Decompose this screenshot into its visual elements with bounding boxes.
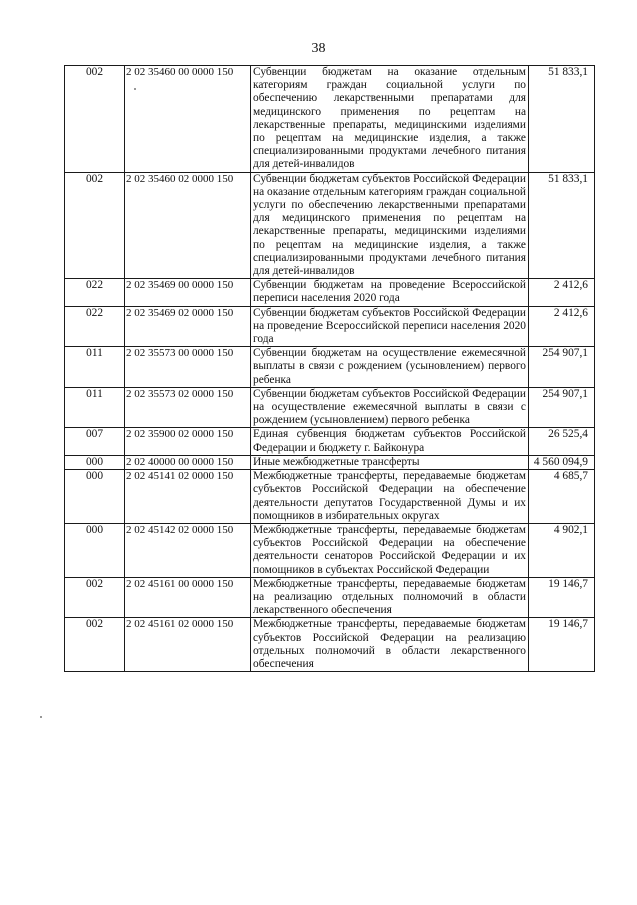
table-row [65,618,595,672]
budget-classification-code-cell: 2 02 35460 00 0000 150 [125,66,251,173]
budget-classification-code-cell: 2 02 45161 02 0000 150 [125,618,251,672]
admin-code-cell: 000 [65,455,125,469]
budget-classification-code-cell: 2 02 45141 02 0000 150 [125,470,251,524]
revenue-name-cell: Субвенции бюджетам на проведение Всероссийской переписи населения 2020 года [251,279,529,306]
revenue-name-cell: Субвенции бюджетам субъектов Российской Федерации на осуществление ежемесячной выплаты в связи с рождением (усыновлением) первого ребенка [251,387,529,428]
table-row [65,279,595,306]
table-row [65,306,595,347]
revenue-name-cell: Межбюджетные трансферты, передаваемые бюджетам субъектов Российской Федерации на обеспечение деятельности депутатов Государственной Думы и их помощников в избирательных округах [251,470,529,524]
admin-code-cell: 000 [65,523,125,577]
admin-code-cell: 002 [65,618,125,672]
budget-classification-code-cell: 2 02 45161 00 0000 150 [125,577,251,618]
amount-cell: 2 412,6 [529,279,595,306]
budget-classification-code-cell: 2 02 45142 02 0000 150 [125,523,251,577]
budget-classification-code-cell: 2 02 35900 02 0000 150 [125,428,251,455]
admin-code-cell: 007 [65,428,125,455]
table-row [65,387,595,428]
scan-speck [40,716,42,718]
page-number: 38 [311,41,326,56]
amount-cell: 254 907,1 [529,387,595,428]
amount-cell: 4 685,7 [529,470,595,524]
budget-classification-code-cell: 2 02 40000 00 0000 150 [125,455,251,469]
revenue-name-cell: Межбюджетные трансферты, передаваемые бюджетам субъектов Российской Федерации на реализацию отдельных полномочий в области лекарственного обеспечения [251,618,529,672]
amount-cell: 51 833,1 [529,172,595,279]
admin-code-cell: 002 [65,172,125,279]
amount-cell: 2 412,6 [529,306,595,347]
amount-cell: 26 525,4 [529,428,595,455]
revenue-name-cell: Межбюджетные трансферты, передаваемые бюджетам на реализацию отдельных полномочий в области лекарственного обеспечения [251,577,529,618]
budget-revenue-table [64,65,595,672]
table-row [65,172,595,279]
table-row [65,66,595,173]
budget-classification-code-cell: 2 02 35573 00 0000 150 [125,347,251,388]
budget-classification-code-cell: 2 02 35469 02 0000 150 [125,306,251,347]
amount-cell: 19 146,7 [529,577,595,618]
revenue-name-cell: Субвенции бюджетам на осуществление ежемесячной выплаты в связи с рождением (усыновлением) первого ребенка [251,347,529,388]
amount-cell: 19 146,7 [529,618,595,672]
revenue-name-cell: Иные межбюджетные трансферты [251,455,529,469]
table-row [65,455,595,469]
budget-classification-code-cell: 2 02 35460 02 0000 150 [125,172,251,279]
revenue-name-cell: Субвенции бюджетам субъектов Российской Федерации на проведение Всероссийской переписи населения 2020 года [251,306,529,347]
table-row [65,428,595,455]
amount-cell: 4 902,1 [529,523,595,577]
table-row [65,577,595,618]
admin-code-cell: 002 [65,577,125,618]
amount-cell: 254 907,1 [529,347,595,388]
revenue-name-cell: Межбюджетные трансферты, передаваемые бюджетам субъектов Российской Федерации на обеспечение деятельности сенаторов Российской Федерации и их помощников в субъектах Российской Федерации [251,523,529,577]
admin-code-cell: 011 [65,387,125,428]
amount-cell: 51 833,1 [529,66,595,173]
table-row [65,470,595,524]
admin-code-cell: 022 [65,279,125,306]
table-row [65,523,595,577]
admin-code-cell: 022 [65,306,125,347]
budget-classification-code-cell: 2 02 35573 02 0000 150 [125,387,251,428]
revenue-name-cell: Субвенции бюджетам субъектов Российской Федерации на оказание отдельным категориям граждан социальной услуги по обеспечению лекарственными препаратами для медицинского применения по рецептам на лекарственные препараты, медицинскими изделиями по рецептам на медицинские изделия, а также специализированными продуктами лечебного питания для детей-инвалидов [251,172,529,279]
budget-classification-code-cell: 2 02 35469 00 0000 150 [125,279,251,306]
table-row [65,347,595,388]
admin-code-cell: 000 [65,470,125,524]
revenue-name-cell: Субвенции бюджетам на оказание отдельным категориям граждан социальной услуги по обеспечению лекарственными препаратами для медицинского применения по рецептам на лекарственные препараты, медицинскими изделиями по рецептам на медицинские изделия, а также специализированными продуктами лечебного питания для детей-инвалидов [251,66,529,173]
revenue-name-cell: Единая субвенция бюджетам субъектов Российской Федерации и бюджету г. Байконура [251,428,529,455]
admin-code-cell: 011 [65,347,125,388]
admin-code-cell: 002 [65,66,125,173]
amount-cell: 4 560 094,9 [529,455,595,469]
